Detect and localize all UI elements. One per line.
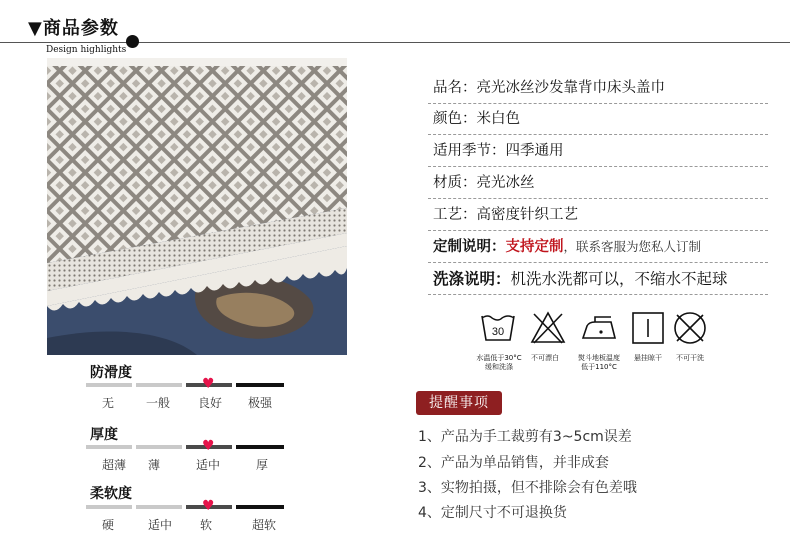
reminder-title: 提醒事项 <box>416 391 502 415</box>
rating-level: 适中 <box>195 458 220 472</box>
spec-material: 材质：亮光冰丝 <box>428 168 768 199</box>
rating-title: 柔软度 <box>90 486 132 502</box>
product-photo <box>47 58 347 355</box>
wash-label-2: 不可漂白 <box>531 354 559 362</box>
heart-icon: ♥ <box>202 438 215 454</box>
wash-label-1: 水温低于30°C 缓和洗涤 <box>476 354 522 371</box>
rating-bar <box>236 445 284 449</box>
spec-color: 颜色：米白色 <box>428 104 768 135</box>
spec-washing: 洗涤说明：机洗水洗都可以，不缩水不起球 <box>428 264 768 295</box>
rating-level: 厚 <box>255 458 268 472</box>
heart-icon: ♥ <box>202 498 215 514</box>
reminder-item: 2、产品为单品销售，并非成套 <box>418 455 609 471</box>
wash-label-5: 不可干洗 <box>676 354 704 362</box>
rating-bar <box>236 383 284 387</box>
wash-30-icon <box>480 310 516 346</box>
reminder-item: 4、定制尺寸不可退换货 <box>418 505 567 521</box>
hang-dry-icon <box>630 310 666 346</box>
reminder-item: 1、产品为手工裁剪有3~5cm误差 <box>418 429 632 445</box>
wash-label-4: 悬挂晾干 <box>634 354 662 362</box>
rating-bar <box>86 383 132 387</box>
rating-bar <box>86 445 132 449</box>
header-dot <box>126 35 139 48</box>
no-bleach-icon <box>530 310 566 346</box>
rating-level: 薄 <box>147 458 160 472</box>
rating-level: 硬 <box>101 518 114 532</box>
spec-craft: 工艺：高密度针织工艺 <box>428 200 768 231</box>
reminder-item: 3、实物拍摄，但不排除会有色差哦 <box>418 480 637 496</box>
rating-level: 超薄 <box>101 458 126 472</box>
rating-title: 防滑度 <box>90 365 132 381</box>
rating-level: 超软 <box>251 518 276 532</box>
rating-level: 无 <box>101 396 114 410</box>
rating-level: 软 <box>199 518 212 532</box>
rating-bar <box>136 383 182 387</box>
rating-bar <box>136 445 182 449</box>
spec-season: 适用季节：四季通用 <box>428 136 768 167</box>
heart-icon: ♥ <box>202 376 215 392</box>
spec-name: 品名：亮光冰丝沙发靠背巾床头盖巾 <box>428 73 768 104</box>
section-title: ▼商品参数 <box>28 18 119 39</box>
rating-bar <box>86 505 132 509</box>
wash-label-3: 熨斗地板温度 低于110°C <box>578 354 620 371</box>
spec-custom: 定制说明：支持定制，联系客服为您私人订制 <box>428 232 768 263</box>
header-divider <box>0 42 790 43</box>
svg-text:30: 30 <box>491 326 505 338</box>
rating-level: 适中 <box>147 518 172 532</box>
rating-title: 厚度 <box>90 427 118 443</box>
rating-level: 良好 <box>197 396 222 410</box>
iron-icon <box>581 310 617 346</box>
section-subtitle: Design highlights <box>46 45 127 55</box>
rating-bar <box>136 505 182 509</box>
no-dry-clean-icon <box>672 310 708 346</box>
rating-bar <box>236 505 284 509</box>
rating-level: 极强 <box>247 396 272 410</box>
rating-level: 一般 <box>145 396 170 410</box>
